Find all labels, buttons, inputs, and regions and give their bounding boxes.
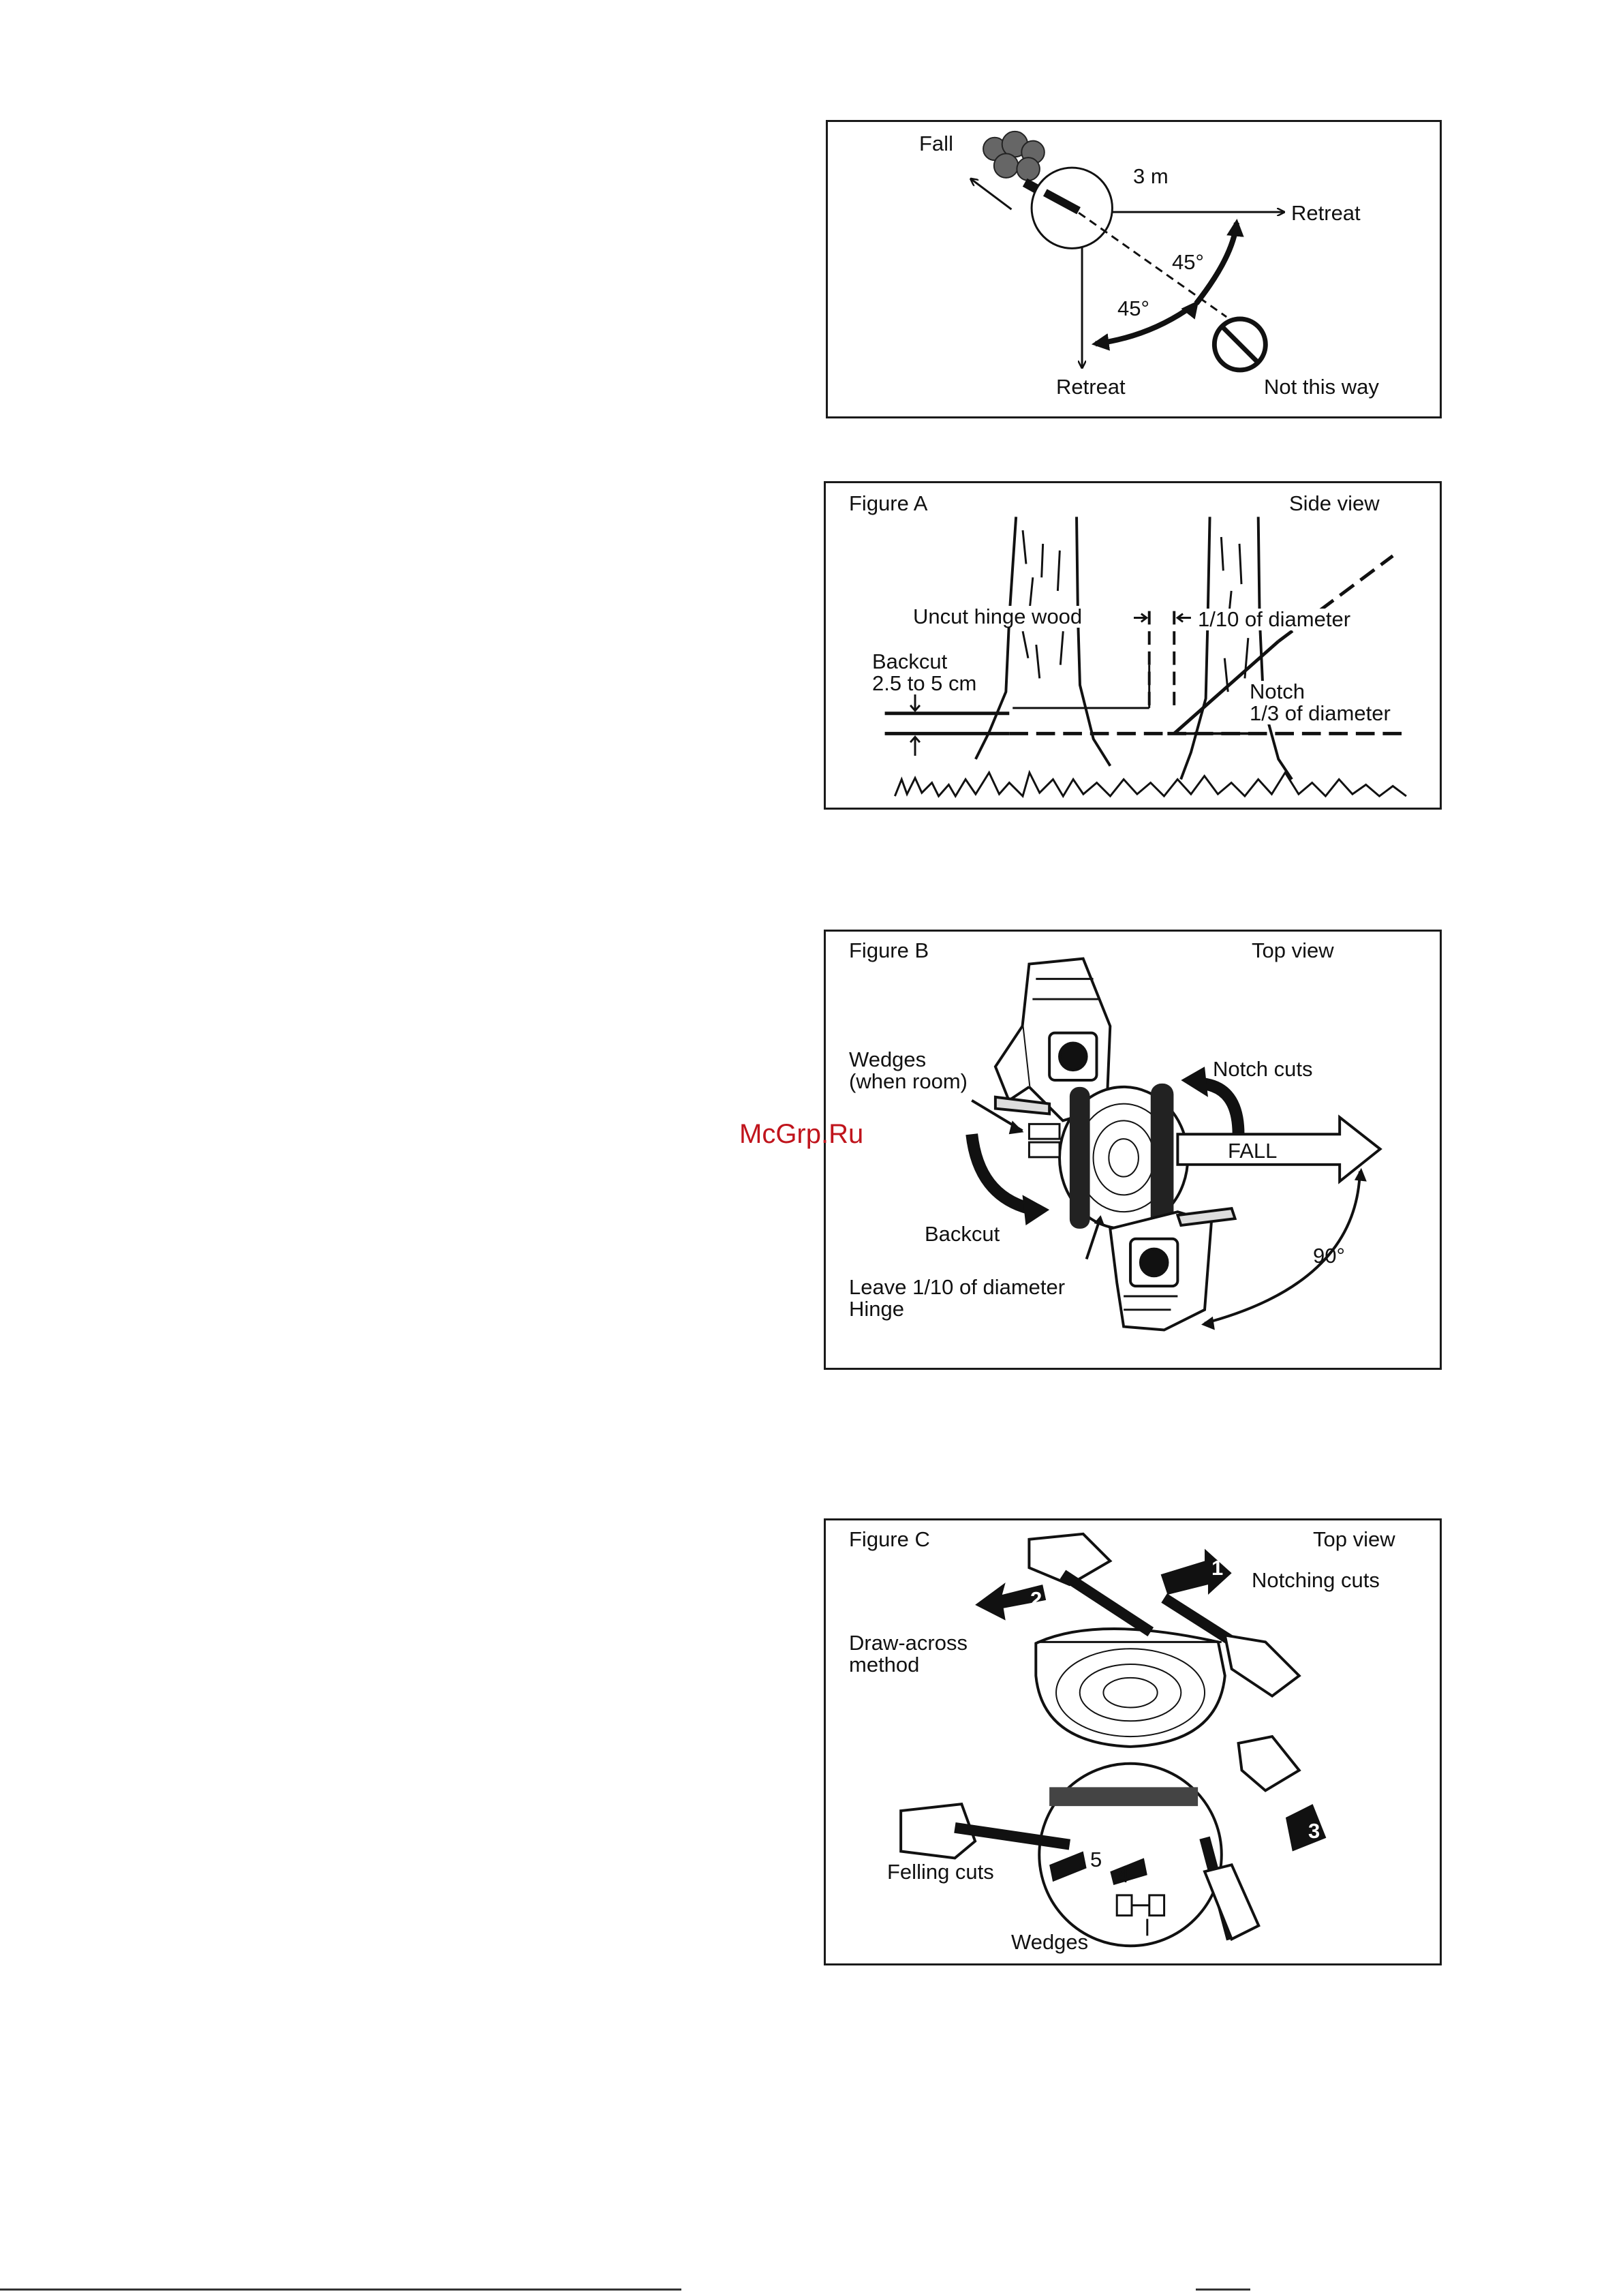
figure-b-title: Figure B: [849, 938, 929, 962]
figure-a-view: Side view: [1289, 491, 1380, 515]
label-leave-hinge: Leave 1/10 of diameter Hinge: [849, 1275, 1066, 1321]
label-fall-arrow: FALL: [1228, 1139, 1278, 1163]
label-angle-lower: 45°: [1117, 296, 1149, 320]
figure-c-top-view: [824, 1518, 1442, 1965]
label-retreat-down: Retreat: [1056, 375, 1126, 399]
label-fall: Fall: [919, 132, 953, 155]
label-not-this-way: Not this way: [1264, 375, 1379, 399]
label-step-5: 5: [1090, 1848, 1102, 1871]
lower-log-icon: [1039, 1764, 1222, 1946]
label-notch-cuts: Notch cuts: [1213, 1057, 1313, 1081]
chainsaw-draw-across-icon: [1029, 1534, 1150, 1632]
upper-log-icon: [1036, 1629, 1224, 1747]
label-felling-cuts: Felling cuts: [887, 1860, 994, 1884]
label-retreat-right: Retreat: [1291, 201, 1361, 225]
watermark: McGrp.Ru: [739, 1119, 864, 1149]
figure-b-view: Top view: [1252, 938, 1334, 962]
footer-rule-right: [1196, 2289, 1250, 2291]
tree-trunk-left-icon: [976, 517, 1111, 765]
label-notching-cuts: Notching cuts: [1252, 1568, 1380, 1592]
figure-c-view: Top view: [1313, 1527, 1395, 1551]
side-view-diagram: [826, 483, 1440, 808]
tree-crown-icon: [983, 132, 1045, 181]
label-backcut: Backcut 2.5 to 5 cm: [872, 649, 977, 695]
label-distance: 3 m: [1133, 164, 1169, 188]
tree-trunk-right-icon: [1181, 517, 1292, 779]
label-ninety-degrees: 90°: [1313, 1244, 1345, 1268]
wedges-icon: [1029, 1124, 1060, 1157]
figure-c-title: Figure C: [849, 1527, 930, 1551]
label-step-3: 3: [1308, 1819, 1320, 1843]
footer-rule-left: [0, 2289, 681, 2291]
figure-a-side-view: [824, 481, 1442, 810]
label-draw-across: Draw-across method: [849, 1631, 968, 1677]
label-notch: Notch 1/3 of diameter: [1250, 679, 1391, 725]
label-wedges: Wedges: [1011, 1930, 1089, 1954]
label-step-2: 2: [1030, 1587, 1042, 1611]
figure-a-title: Figure A: [849, 491, 928, 515]
label-uncut-hinge: Uncut hinge wood: [913, 604, 1083, 628]
figure-retreat-paths: [826, 120, 1442, 418]
figure-b-top-view: [824, 930, 1442, 1370]
label-angle-upper: 45°: [1172, 250, 1204, 274]
prohibition-icon: [1214, 319, 1265, 370]
chainsaw-bottom-icon: [1110, 1208, 1235, 1330]
label-wedges-when-room: Wedges (when room): [849, 1047, 968, 1093]
log-icon: [1060, 1084, 1188, 1229]
label-step-1: 1: [1211, 1556, 1224, 1580]
label-backcut: Backcut: [925, 1222, 1000, 1246]
label-step-4: 4: [1117, 1863, 1130, 1887]
label-one-tenth: 1/10 of diameter: [1198, 607, 1351, 631]
